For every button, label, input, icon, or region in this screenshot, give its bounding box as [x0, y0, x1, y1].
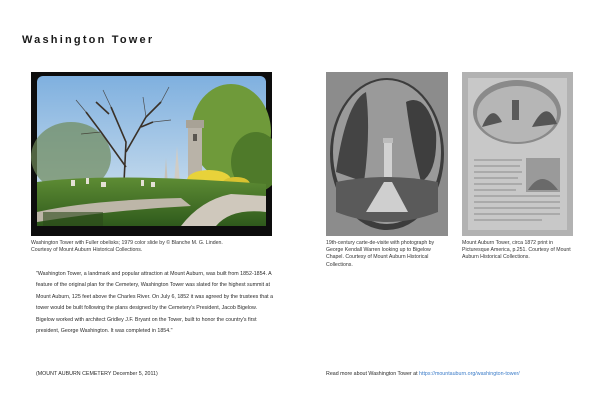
- caption-main-line2: Courtesy of Mount Auburn Historical Collections.: [31, 247, 143, 254]
- source-citation: (MOUNT AUBURN CEMETERY December 5, 2011): [36, 371, 158, 377]
- caption-carte-de-visite: 19th-century carte-de-visite with photograph by George Kendall Warren looking up to Bigelow Chapel. Courtesy of Mount Auburn Historical Collections.: [326, 240, 435, 268]
- photo-washington-tower-color: [31, 72, 272, 236]
- caption-main-line1: Washington Tower with Fuller obelisks; 1979 color slide by © Blanche M. G. Linden.: [31, 240, 223, 246]
- caption-main-photo: [31, 240, 281, 254]
- read-more-prefix: Read more about Washington Tower at: [326, 371, 420, 377]
- caption-print: Mount Auburn Tower, circa 1872 print in Picturesque America, p.251. Courtesy of Mount Auburn Historical Collections.: [462, 240, 571, 261]
- read-more-line: [326, 371, 520, 377]
- photo-picturesque-america-print: [462, 72, 573, 236]
- read-more-link[interactable]: https://mountauburn.org/washington-tower/: [419, 371, 520, 377]
- page-title: Washington Tower: [22, 34, 155, 46]
- quote-paragraph: "Washington Tower, a landmark and popular attraction at Mount Auburn, was built from 1852-1854. A feature of the original plan for the Cemetery, Washington Tower was slated for the highest summit at Mount Auburn, 125 feet above the Charles River. On July 6, 1852 it was agreed by the trustees that a tower would be built following the plans designed by the Cemetery's President, Jacob Bigelow. Bigelow worked with architect Gridley J.F. Bryant on the Tower, built to honor the country's first president, George Washington. It was completed in 1854.": [36, 271, 274, 335]
- photo-carte-de-visite: [326, 72, 448, 236]
